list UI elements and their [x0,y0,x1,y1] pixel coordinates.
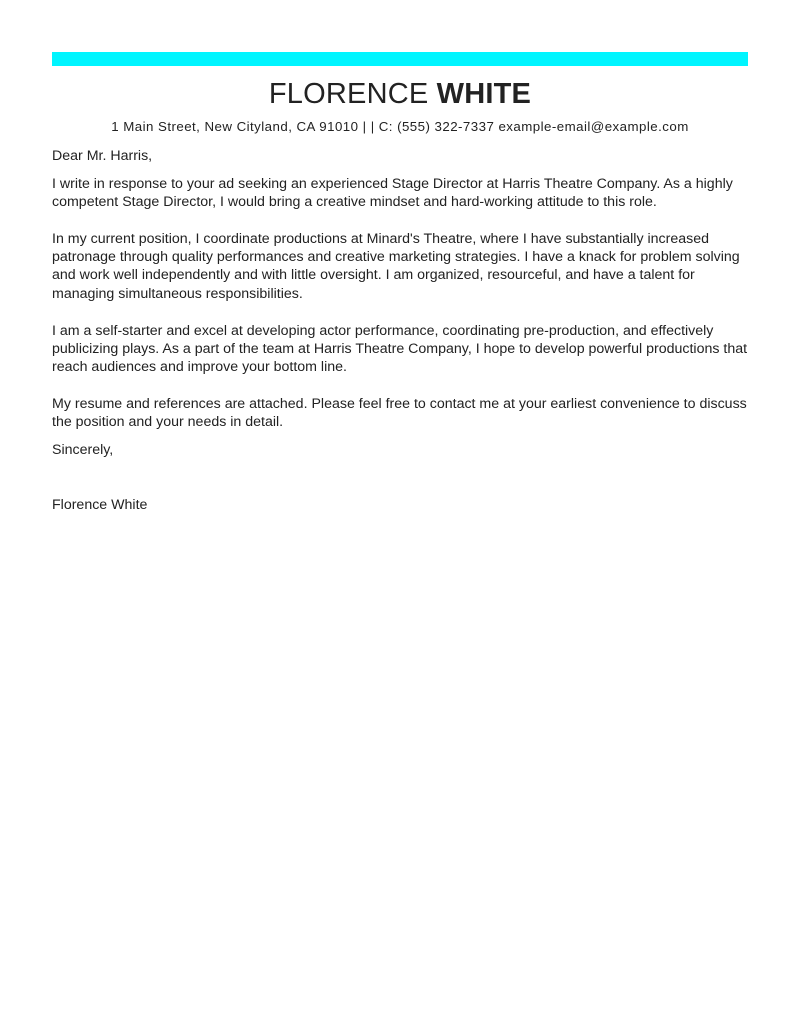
salutation: Dear Mr. Harris, [52,148,153,164]
first-name: FLORENCE [268,78,429,110]
letter-paragraph-4: My resume and references are attached. Please feel free to contact me at your earliest convenience to discuss the position and your needs in detail. [52,396,747,431]
letter-paragraph-1: I write in response to your ad seeking an experienced Stage Director at Harris Theatre Company. As a highly competent Stage Director, I would bring a creative mindset and hard-working attitude to this role. [52,176,733,211]
last-name: WHITE [436,78,532,110]
contact-info: 1 Main Street, New Cityland, CA 91010 | | C: (555) 322-7337 example-email@example.com [111,119,689,134]
header-accent-bar [52,52,748,66]
closing: Sincerely, [52,442,114,458]
letter-paragraph-2: In my current position, I coordinate productions at Minard's Theatre, where I have substantially increased patronage through quality performances and creative marketing strategies. I have a knack for problem solving and work well independently and with little oversight. I am organized, resourceful, and have a talent for managing simultaneous responsibilities. [52,231,740,302]
applicant-name [0,76,800,112]
signature: Florence White [52,497,148,513]
letter-paragraph-3: I am a self-starter and excel at developing actor performance, coordinating pre-production, and effectively publicizing plays. As a part of the team at Harris Theatre Company, I hope to develop powerful productions that reach audiences and improve your bottom line. [52,323,748,376]
